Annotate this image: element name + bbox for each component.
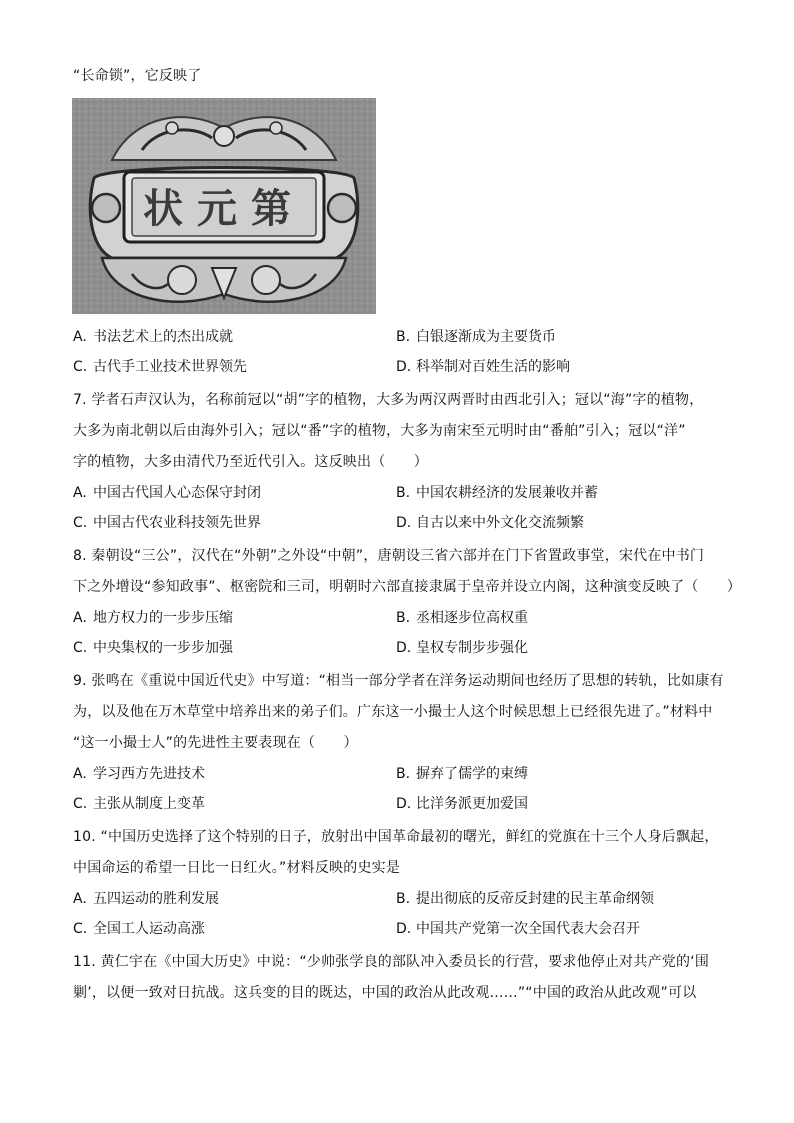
q9-option-a[interactable]: A. 学习西方先进技术 bbox=[73, 766, 205, 782]
q6-option-d[interactable]: D. 科举制对百姓生活的影响 bbox=[396, 359, 570, 375]
q10-stem-line: 10. “中国历史选择了这个特别的日子，放射出中国革命最初的曙光，鲜红的党旗在十三个人身后飘起， bbox=[73, 829, 719, 845]
q10-stem-line: 中国命运的希望一日比一日红火。”材料反映的史实是 bbox=[73, 860, 401, 876]
q7-stem-line: 7. 学者石声汉认为，名称前冠以“胡”字的植物，大多为两汉两晋时由西北引入；冠以“海”字的植物， bbox=[73, 392, 704, 408]
q9-option-d[interactable]: D. 比洋务派更加爱国 bbox=[396, 796, 528, 812]
q9-stem-line: 为，以及他在万木草堂中培养出来的弟子们。广东这一小撮士人这个时候思想上已经很先进了。”材料中 bbox=[73, 704, 713, 720]
q9-stem-line: 9. 张鸣在《重说中国近代史》中写道：“相当一部分学者在洋务运动期间也经历了思想的转轨，比如康有 bbox=[73, 673, 724, 689]
q7-option-d[interactable]: D. 自古以来中外文化交流频繁 bbox=[396, 515, 584, 531]
q8-option-a[interactable]: A. 地方权力的一步步压缩 bbox=[73, 610, 233, 626]
q6-option-c[interactable]: C. 古代手工业技术世界领先 bbox=[73, 359, 247, 375]
plaque-inscription: 状元第 bbox=[143, 185, 305, 232]
q8-option-d[interactable]: D. 皇权专制步步强化 bbox=[396, 640, 528, 656]
q7-option-c[interactable]: C. 中国古代农业科技领先世界 bbox=[73, 515, 261, 531]
q11-stem-line: 剿’，以便一致对日抗战。这兵变的目的既达，中国的政治从此改观……”“中国的政治从此改观”可以 bbox=[73, 985, 697, 1001]
q8-option-b[interactable]: B. 丞相逐步位高权重 bbox=[396, 610, 528, 626]
q8-stem-line: 下之外增设“参知政事”、枢密院和三司，明朝时六部直接隶属于皇帝并设立内阁，这种演变反映了（ ） bbox=[73, 579, 742, 595]
q7-stem-line: 字的植物，大多由清代乃至近代引入。这反映出（ ） bbox=[73, 454, 428, 470]
q9-option-b[interactable]: B. 摒弃了儒学的束缚 bbox=[396, 766, 528, 782]
q6-option-b[interactable]: B. 白银逐渐成为主要货币 bbox=[396, 329, 556, 345]
longevity-lock-image bbox=[72, 98, 376, 314]
q6-option-a[interactable]: A. 书法艺术上的杰出成就 bbox=[73, 329, 233, 345]
q10-option-d[interactable]: D. 中国共产党第一次全国代表大会召开 bbox=[396, 921, 640, 937]
q10-option-c[interactable]: C. 全国工人运动高涨 bbox=[73, 921, 205, 937]
q8-stem-line: 8. 秦朝设“三公”，汉代在“外朝”之外设“中朝”，唐朝设三省六部并在门下省置政事堂，宋代在中书门 bbox=[73, 548, 705, 564]
q10-option-b[interactable]: B. 提出彻底的反帝反封建的民主革命纲领 bbox=[396, 891, 654, 907]
q7-option-a[interactable]: A. 中国古代国人心态保守封闭 bbox=[73, 485, 261, 501]
q7-stem-line: 大多为南北朝以后由海外引入；冠以“番”字的植物，大多为南宋至元明时由“番舶”引入；冠以“洋” bbox=[73, 423, 686, 439]
intro-line: “长命锁”，它反映了 bbox=[73, 68, 202, 84]
q11-stem-line: 11. 黄仁宇在《中国大历史》中说：“少帅张学良的部队冲入委员长的行营，要求他停止对共产党的‘围 bbox=[73, 954, 710, 970]
q9-stem-line: “这一小撮士人”的先进性主要表现在（ ） bbox=[73, 735, 358, 751]
q9-option-c[interactable]: C. 主张从制度上变革 bbox=[73, 796, 205, 812]
q10-option-a[interactable]: A. 五四运动的胜利发展 bbox=[73, 891, 219, 907]
q8-option-c[interactable]: C. 中央集权的一步步加强 bbox=[73, 640, 233, 656]
q7-option-b[interactable]: B. 中国农耕经济的发展兼收并蓄 bbox=[396, 485, 598, 501]
